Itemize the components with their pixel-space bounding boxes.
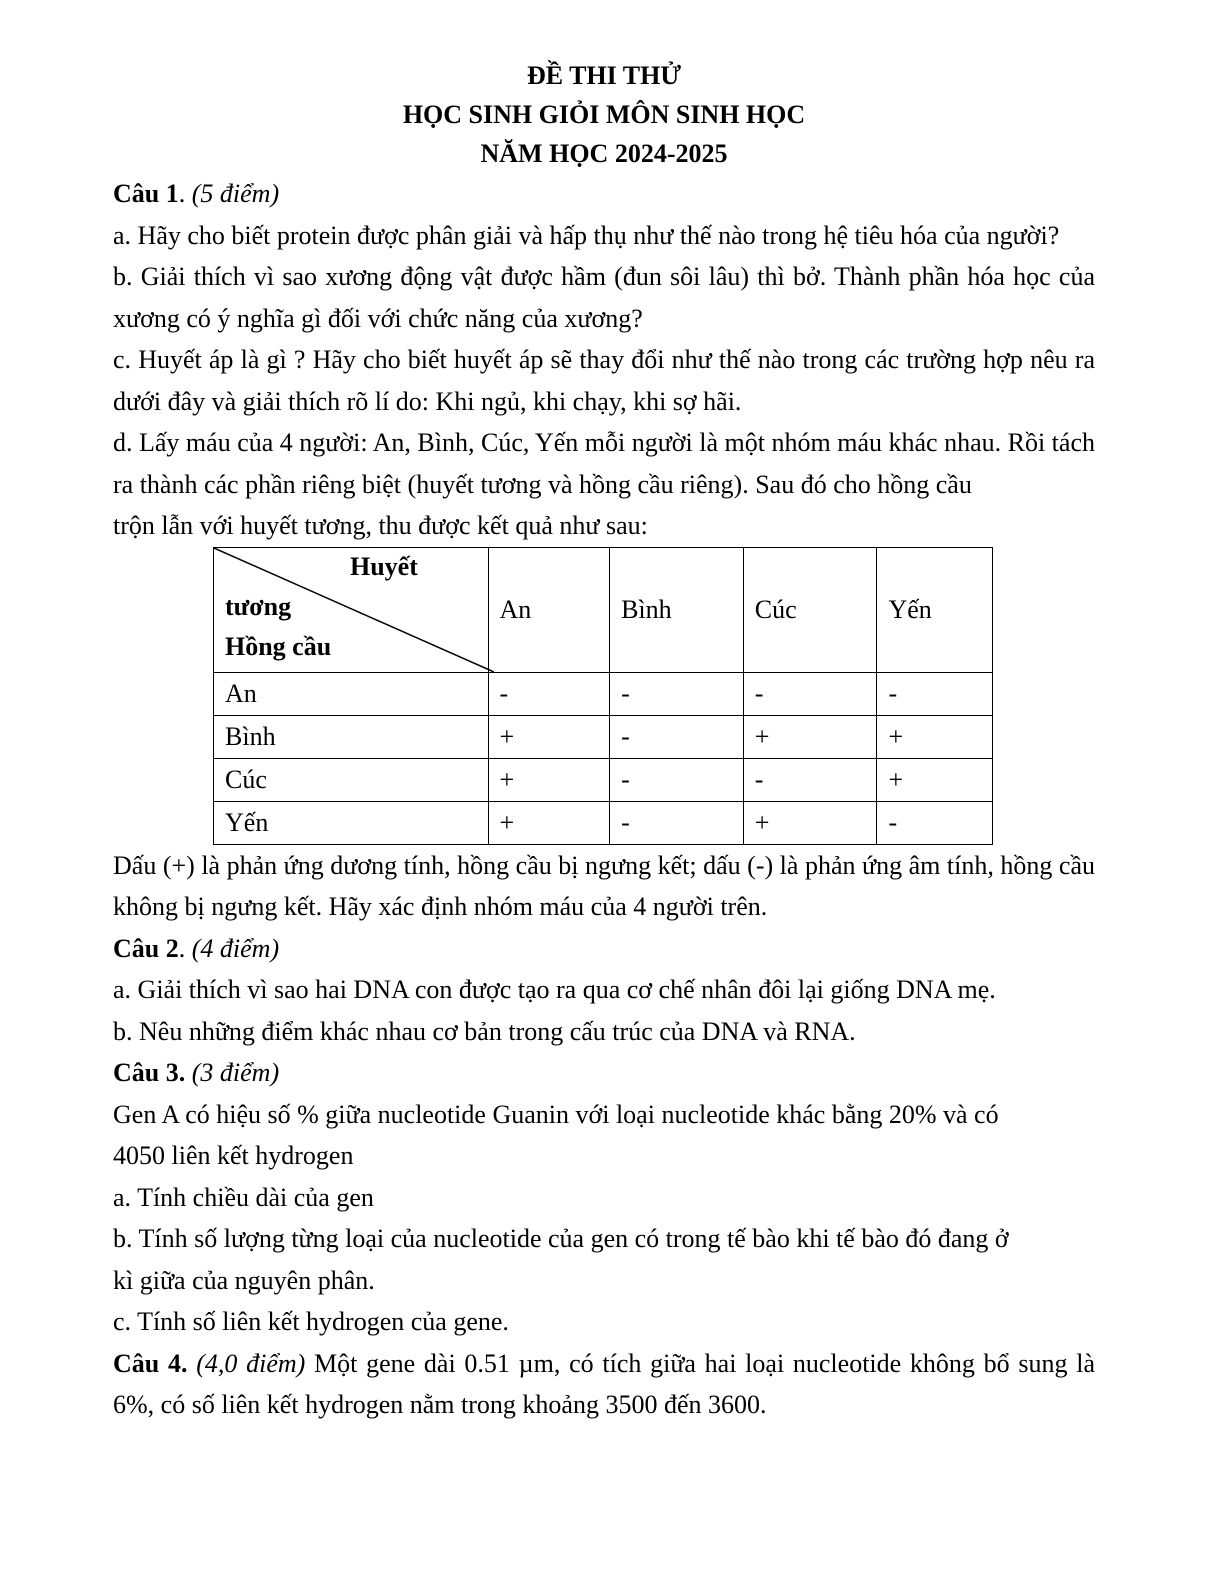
q3-part-b: b. Tính số lượng từng loại của nucleotide của gen có trong tế bào khi tế bào đó đang ở [113, 1224, 1009, 1253]
table-row [214, 715, 993, 758]
column-header: Bình [610, 547, 744, 672]
table-cell: - [610, 672, 744, 715]
exam-title: ĐỀ THI THỬ [526, 61, 682, 90]
q3-part-a: a. Tính chiều dài của gen [113, 1182, 374, 1212]
q1-part-d: d. Lấy máu của 4 người: An, Bình, Cúc, Yến mỗi người là một nhóm máu khác nhau. Rồi tách ra thành các phần riêng biệt (huyết tương và hồng cầu riêng). Sau đó cho hồng cầu [113, 428, 1095, 499]
q2-part-a: a. Giải thích vì sao hai DNA con được tạo ra qua cơ chế nhân đôi lại giống DNA mẹ. [113, 975, 996, 1004]
table-cell: - [877, 672, 993, 715]
table-cell: + [877, 758, 993, 801]
q3-label: Câu 3. [113, 1058, 186, 1087]
q4-label: Câu 4. [113, 1348, 188, 1378]
q3-intro: Gen A có hiệu số % giữa nucleotide Guanin với loại nucleotide khác bằng 20% và có [113, 1099, 999, 1129]
table-cell: - [743, 672, 877, 715]
q4-points: (4,0 điểm) [196, 1348, 306, 1378]
table-cell: - [610, 715, 744, 758]
q1-part-d-cont: trộn lẫn với huyết tương, thu được kết quả như sau: [113, 511, 648, 540]
table-cell: - [610, 758, 744, 801]
q4-text: Một gene dài 0.51 µm, có tích giữa hai loại nucleotide không bổ sung là 6%, có số liên kết hydrogen nằm trong khoảng 3500 đến 3600. [113, 1348, 1096, 1419]
q1-heading: Câu 1. (5 điểm) [113, 179, 280, 208]
exam-subtitle: HỌC SINH GIỎI MÔN SINH HỌC [402, 100, 806, 129]
table-header-row [214, 547, 993, 672]
exam-year: NĂM HỌC 2024-2025 [480, 139, 728, 168]
q3-intro-cont: 4050 liên kết hydrogen [113, 1141, 354, 1170]
q3-points: (3 điểm) [191, 1058, 280, 1087]
table-cell: - [743, 758, 877, 801]
table-cell: + [877, 715, 993, 758]
q1-label: Câu 1 [113, 179, 179, 208]
table-cell: + [743, 715, 877, 758]
blood-test-table [213, 547, 993, 845]
table-cell: + [488, 715, 610, 758]
table-corner-cell [214, 547, 489, 672]
q2-label: Câu 2 [113, 933, 179, 963]
column-header: Yến [877, 547, 993, 672]
table-cell: + [488, 758, 610, 801]
corner-label-bottom: Hồng cầu [225, 631, 332, 661]
table-row [214, 758, 993, 801]
table-cell: + [743, 801, 877, 844]
q1-part-c: c. Huyết áp là gì ? Hãy cho biết huyết áp sẽ thay đổi như thế nào trong các trường hợp nêu ra dưới đây và giải thích rõ lí do: Khi ngủ, khi chạy, khi sợ hãi. [113, 345, 1095, 416]
q2-part-b: b. Nêu những điểm khác nhau cơ bản trong cấu trúc của DNA và RNA. [113, 1016, 856, 1046]
row-label: Bình [214, 715, 489, 758]
table-row [214, 672, 993, 715]
exam-page [113, 50, 1095, 1426]
q1-part-b: b. Giải thích vì sao xương động vật được hầm (đun sôi lâu) thì bở. Thành phần hóa học của xương có ý nghĩa gì đối với chức năng của xương? [113, 262, 1095, 333]
q3-part-b-cont: kì giữa của nguyên phân. [113, 1265, 375, 1295]
corner-label-top: Huyết [350, 551, 418, 581]
q1-points: (5 điểm) [191, 179, 280, 208]
q3-heading [113, 1052, 1095, 1094]
column-header: An [488, 547, 610, 672]
row-label: Yến [214, 801, 489, 844]
q1-note: Dấu (+) là phản ứng dương tính, hồng cầu bị ngưng kết; dấu (-) là phản ứng âm tính, hồng cầu không bị ngưng kết. Hãy xác định nhóm máu của 4 người trên. [113, 850, 1095, 921]
table-cell: - [877, 801, 993, 844]
q4-paragraph [113, 1343, 1095, 1426]
corner-label-mid: tương [225, 591, 292, 621]
table-cell: - [610, 801, 744, 844]
q3-part-c: c. Tính số liên kết hydrogen của gene. [113, 1307, 509, 1336]
table-cell: - [488, 672, 610, 715]
q1-part-a: a. Hãy cho biết protein được phân giải và hấp thụ như thế nào trong hệ tiêu hóa của người? [113, 220, 1060, 250]
column-header: Cúc [743, 547, 877, 672]
table-cell: + [488, 801, 610, 844]
q2-points: (4 điểm) [191, 933, 280, 963]
row-label: An [214, 672, 489, 715]
q2-heading: Câu 2. (4 điểm) [113, 933, 280, 963]
table-row [214, 801, 993, 844]
row-label: Cúc [214, 758, 489, 801]
